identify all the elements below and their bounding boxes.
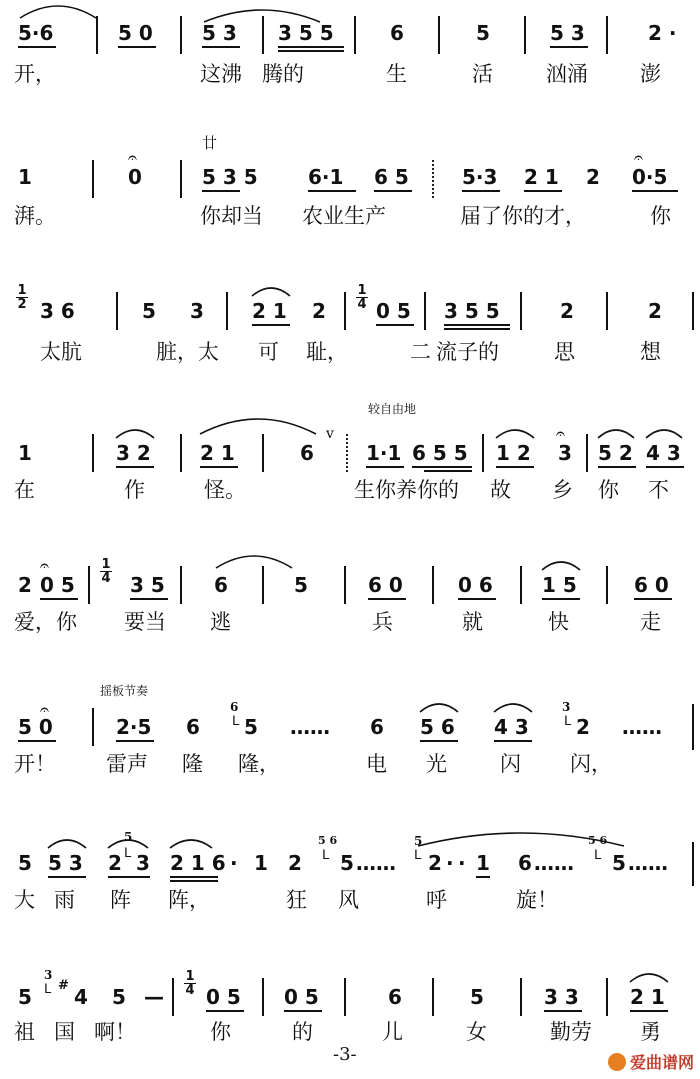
note-group: 3 2	[116, 441, 151, 465]
barline	[92, 160, 94, 198]
note-group: 5 3	[550, 21, 585, 45]
lyric: 大	[14, 888, 35, 912]
barline	[344, 978, 346, 1016]
note-group: 2·5	[116, 715, 152, 739]
note-group: 1 5	[542, 573, 577, 597]
underline	[278, 50, 344, 52]
lyric: 阵，	[168, 888, 210, 912]
lyric: 走	[640, 610, 661, 634]
note: 1	[18, 165, 32, 189]
lyric: 啊！	[94, 1020, 136, 1044]
note: 6	[370, 715, 384, 739]
lyric: 这沸	[200, 62, 242, 86]
barline	[180, 434, 182, 472]
lyric: 湃。	[14, 204, 56, 228]
underline	[252, 324, 290, 326]
slur	[46, 836, 88, 850]
tempo-marking: 较自由地	[368, 402, 417, 416]
mark-above: 廿	[202, 134, 218, 152]
barline	[92, 434, 94, 472]
note-group: 5 0	[118, 21, 153, 45]
score-system-6	[0, 668, 700, 788]
grace-hook: ᒪ	[44, 982, 52, 997]
note-group: 5 3	[48, 851, 83, 875]
lyric: 儿	[382, 1020, 403, 1044]
slur	[596, 426, 636, 440]
note-group: 4 3	[494, 715, 529, 739]
score-system-5	[0, 526, 700, 646]
note: 2	[312, 299, 326, 323]
grace-note: 6	[230, 700, 239, 714]
time-signature: 1 4	[185, 969, 195, 998]
lyric: 国	[54, 1020, 75, 1044]
underline	[278, 46, 344, 48]
underline	[412, 466, 472, 468]
note: 5	[294, 573, 308, 597]
sharp-sign: #	[58, 978, 69, 993]
note: 2	[428, 851, 442, 875]
lyric: 思	[554, 340, 575, 364]
underline	[200, 466, 238, 468]
time-signature: 1 4	[357, 283, 367, 312]
lyric: 逃	[210, 610, 231, 634]
note: 0	[128, 165, 142, 189]
dotted-barline	[346, 434, 348, 472]
barline	[424, 292, 426, 330]
barline	[520, 292, 522, 330]
slur	[18, 0, 98, 20]
note-group: 5·3	[462, 165, 498, 189]
barline	[520, 566, 522, 604]
note-group: 5 6	[420, 715, 455, 739]
underline	[494, 740, 532, 742]
lyric: 勇	[640, 1020, 661, 1044]
lyric: 你	[598, 478, 619, 502]
lyric: 脏，太	[156, 340, 219, 364]
underline	[524, 190, 562, 192]
barline	[606, 16, 608, 54]
note-group: 3 5	[130, 573, 165, 597]
underline	[476, 876, 490, 878]
dot: ·	[230, 851, 238, 875]
lyric: 不	[648, 478, 669, 502]
grace-hook: ᒪ	[232, 714, 240, 729]
page-number: -3-	[333, 1044, 357, 1065]
watermark-text: 爱曲谱网	[629, 1053, 694, 1072]
lyric: 怪。	[204, 478, 246, 502]
lyric: 太肮	[40, 340, 82, 364]
lyric: 闪	[500, 752, 521, 776]
barline	[520, 978, 522, 1016]
note: 5	[142, 299, 156, 323]
lyric: 开，	[14, 62, 56, 86]
underline	[462, 190, 500, 192]
note-group: 2 1	[630, 985, 665, 1009]
note: 4	[74, 985, 88, 1009]
slur	[214, 550, 294, 570]
lyric: 耻，	[306, 340, 348, 364]
barline	[344, 292, 346, 330]
note-group: 0 5	[376, 299, 411, 323]
barline	[88, 566, 90, 604]
ellipsis: ……	[622, 715, 662, 739]
barline	[172, 978, 174, 1016]
underline	[544, 1010, 582, 1012]
note-group: 5 2	[598, 441, 633, 465]
grace-note: 5 6	[318, 834, 338, 847]
note: 2	[648, 299, 662, 323]
lyric: 流子的	[436, 340, 499, 364]
lyric: 在	[14, 478, 35, 502]
lyric: 想	[640, 340, 661, 364]
grace-note: 3	[44, 968, 53, 982]
watermark[interactable]	[608, 1050, 694, 1073]
underline	[18, 46, 56, 48]
note-group: 3 5 5	[278, 21, 334, 45]
slur	[198, 412, 318, 436]
lyric: 狂	[286, 888, 307, 912]
slur	[628, 970, 670, 984]
underline	[40, 598, 78, 600]
underline	[48, 876, 86, 878]
lyric: 生你养你的	[354, 478, 459, 502]
note: 2	[586, 165, 600, 189]
barline	[606, 292, 608, 330]
time-signature: 1 2	[17, 283, 27, 312]
underline	[118, 46, 156, 48]
note: 6	[186, 715, 200, 739]
barline	[692, 842, 694, 886]
slur	[250, 284, 292, 298]
score-system-1	[0, 0, 700, 120]
grace-hook: ᒪ	[594, 848, 602, 863]
lyric: 要当	[124, 610, 166, 634]
dot: ·	[446, 851, 454, 875]
slur	[492, 700, 534, 714]
underline	[458, 598, 496, 600]
lyric: 作	[124, 478, 145, 502]
note-group: 2 1	[200, 441, 235, 465]
note: 5	[18, 985, 32, 1009]
underline	[646, 466, 684, 468]
note: 1	[254, 851, 268, 875]
barline	[438, 16, 440, 54]
lyric: 生	[386, 62, 407, 86]
note-group: 0 5	[284, 985, 319, 1009]
note: 2	[576, 715, 590, 739]
barline	[586, 434, 588, 472]
note-group: 0 5	[40, 573, 75, 597]
note-group: 4 3	[646, 441, 681, 465]
underline	[116, 740, 154, 742]
lyric: 快	[548, 610, 569, 634]
barline	[262, 978, 264, 1016]
barline	[606, 978, 608, 1016]
ellipsis: ……	[628, 851, 668, 875]
note-group: 6 0	[634, 573, 669, 597]
underline	[170, 876, 218, 878]
grace-hook: ᒪ	[564, 714, 572, 729]
note: 3	[190, 299, 204, 323]
underline	[18, 740, 56, 742]
barline	[354, 16, 356, 54]
lyric: 你	[650, 204, 671, 228]
lyric: 闪，	[570, 752, 612, 776]
note-group: 0·5	[632, 165, 668, 189]
lyric: 活	[472, 62, 493, 86]
underline	[444, 328, 510, 330]
note: 1	[476, 851, 490, 875]
barline	[482, 434, 484, 472]
breath-mark: v	[326, 426, 334, 442]
dotted-barline	[432, 160, 434, 198]
dot: ·	[458, 851, 466, 875]
note: 2 ·	[648, 21, 677, 45]
ellipsis: ……	[534, 851, 574, 875]
note: 6	[518, 851, 532, 875]
note-group: 5·6	[18, 21, 54, 45]
note-group: 2 1	[524, 165, 559, 189]
slur	[494, 426, 536, 440]
lyric: 乡	[552, 478, 573, 502]
ellipsis: ……	[290, 715, 330, 739]
note: 5	[340, 851, 354, 875]
note: 5	[244, 715, 258, 739]
slur	[168, 836, 214, 850]
underline	[366, 466, 404, 468]
lyric: 汹涌	[546, 62, 588, 86]
barline	[262, 16, 264, 54]
lyric: 开！	[14, 752, 56, 776]
underline	[202, 46, 240, 48]
lyric: 你却当	[200, 204, 263, 228]
slur	[644, 426, 684, 440]
lyric: 祖	[14, 1020, 35, 1044]
grace-note: 5	[414, 834, 423, 848]
score-system-4	[0, 394, 700, 514]
barline	[344, 566, 346, 604]
lyric: 阵	[110, 888, 131, 912]
barline	[524, 16, 526, 54]
note-group: 3 5 5	[444, 299, 500, 323]
grace-note: 5	[124, 830, 133, 844]
fermata: 𝄐	[556, 424, 565, 443]
note-group: 3 6	[40, 299, 75, 323]
lyric: 勤劳	[550, 1020, 592, 1044]
underline	[284, 1010, 322, 1012]
underline	[598, 466, 636, 468]
note-group: 5 0	[18, 715, 53, 739]
lyric: 爱，你	[14, 610, 77, 634]
underline	[368, 598, 406, 600]
note: 6	[214, 573, 228, 597]
note: 6	[300, 441, 314, 465]
underline	[206, 1010, 244, 1012]
barline	[692, 704, 694, 750]
note: 5	[112, 985, 126, 1009]
note-group: 6 5	[374, 165, 409, 189]
lyric: 旋！	[516, 888, 558, 912]
note: 5	[476, 21, 490, 45]
barline	[262, 566, 264, 604]
barline	[432, 566, 434, 604]
underline	[444, 324, 510, 326]
lyric: 故	[490, 478, 511, 502]
lyric: 农业生产	[302, 204, 386, 228]
lyric: 届了你的才，	[460, 204, 586, 228]
barline	[180, 160, 182, 198]
barline	[116, 292, 118, 330]
barline	[180, 566, 182, 604]
lyric: 腾的	[262, 62, 304, 86]
lyric: 隆，	[238, 752, 280, 776]
barline	[96, 16, 98, 54]
barline	[180, 16, 182, 54]
grace-hook: ᒪ	[124, 846, 132, 861]
note: 2	[560, 299, 574, 323]
barline	[432, 978, 434, 1016]
barline	[262, 434, 264, 472]
underline	[420, 740, 458, 742]
note-group: 5 3	[202, 21, 237, 45]
note-group: 1 2	[496, 441, 531, 465]
grace-hook: ᒪ	[322, 848, 330, 863]
note-group: 2 1 6	[170, 851, 226, 875]
underline	[632, 190, 678, 192]
lyric: 电	[366, 752, 387, 776]
fermata: 𝄐	[634, 148, 643, 167]
note-group: 6 5 5	[412, 441, 468, 465]
lyric: 雷声	[106, 752, 148, 776]
lyric: 风	[338, 888, 359, 912]
logo-icon	[608, 1053, 626, 1071]
note-group: 3 3	[544, 985, 579, 1009]
lyric: 隆	[182, 752, 203, 776]
note-group: 0 6	[458, 573, 493, 597]
underline	[630, 1010, 668, 1012]
lyric: 澎	[640, 62, 661, 86]
tempo-marking: 揺板节奏	[100, 684, 149, 698]
grace-hook: ᒪ	[414, 848, 422, 863]
underline	[116, 466, 154, 468]
lyric: 你	[210, 1020, 231, 1044]
underline	[550, 46, 588, 48]
underline	[424, 470, 472, 472]
note: 5	[470, 985, 484, 1009]
underline	[202, 190, 240, 192]
note: 6	[388, 985, 402, 1009]
slur	[540, 558, 582, 572]
score-system-3	[0, 264, 700, 384]
note: 1	[18, 441, 32, 465]
fermata: 𝄐	[128, 148, 137, 167]
grace-note: 5 6	[588, 834, 608, 847]
fermata: 𝄐	[40, 556, 49, 575]
time-signature: 1 4	[101, 557, 111, 586]
lyric: 的	[292, 1020, 313, 1044]
barline	[226, 292, 228, 330]
underline	[496, 466, 534, 468]
note: 2	[288, 851, 302, 875]
underline	[542, 598, 580, 600]
note: 5	[612, 851, 626, 875]
lyric: 女	[466, 1020, 487, 1044]
lyric: 呼	[426, 888, 447, 912]
note: 5	[18, 851, 32, 875]
note-group: 5 3 5	[202, 165, 258, 189]
slur	[114, 426, 156, 440]
lyric: 兵	[372, 610, 393, 634]
underline	[376, 324, 414, 326]
lyric: 雨	[54, 888, 75, 912]
note-group: 6 0	[368, 573, 403, 597]
score-system-2	[0, 128, 700, 248]
dash: —	[144, 985, 164, 1009]
lyric: 二	[410, 340, 431, 364]
note-group: 2 1	[252, 299, 287, 323]
score-system-7	[0, 808, 700, 928]
underline	[374, 190, 412, 192]
underline	[170, 880, 218, 882]
grace-note: 3	[562, 700, 571, 714]
barline	[606, 566, 608, 604]
ellipsis: ……	[356, 851, 396, 875]
fermata: 𝄐	[40, 700, 49, 719]
underline	[130, 598, 168, 600]
slur	[418, 700, 460, 714]
lyric: 可	[258, 340, 279, 364]
note-group: 1·1	[366, 441, 402, 465]
note: 3	[558, 441, 572, 465]
barline	[92, 708, 94, 746]
underline	[308, 190, 356, 192]
note: 2	[108, 851, 122, 875]
lyric: 就	[462, 610, 483, 634]
barline	[692, 292, 694, 330]
note-group: 6·1	[308, 165, 344, 189]
note: 2	[18, 573, 32, 597]
underline	[108, 876, 150, 878]
note: 3	[136, 851, 150, 875]
note: 6	[390, 21, 404, 45]
underline	[634, 598, 672, 600]
note-group: 0 5	[206, 985, 241, 1009]
lyric: 光	[426, 752, 447, 776]
